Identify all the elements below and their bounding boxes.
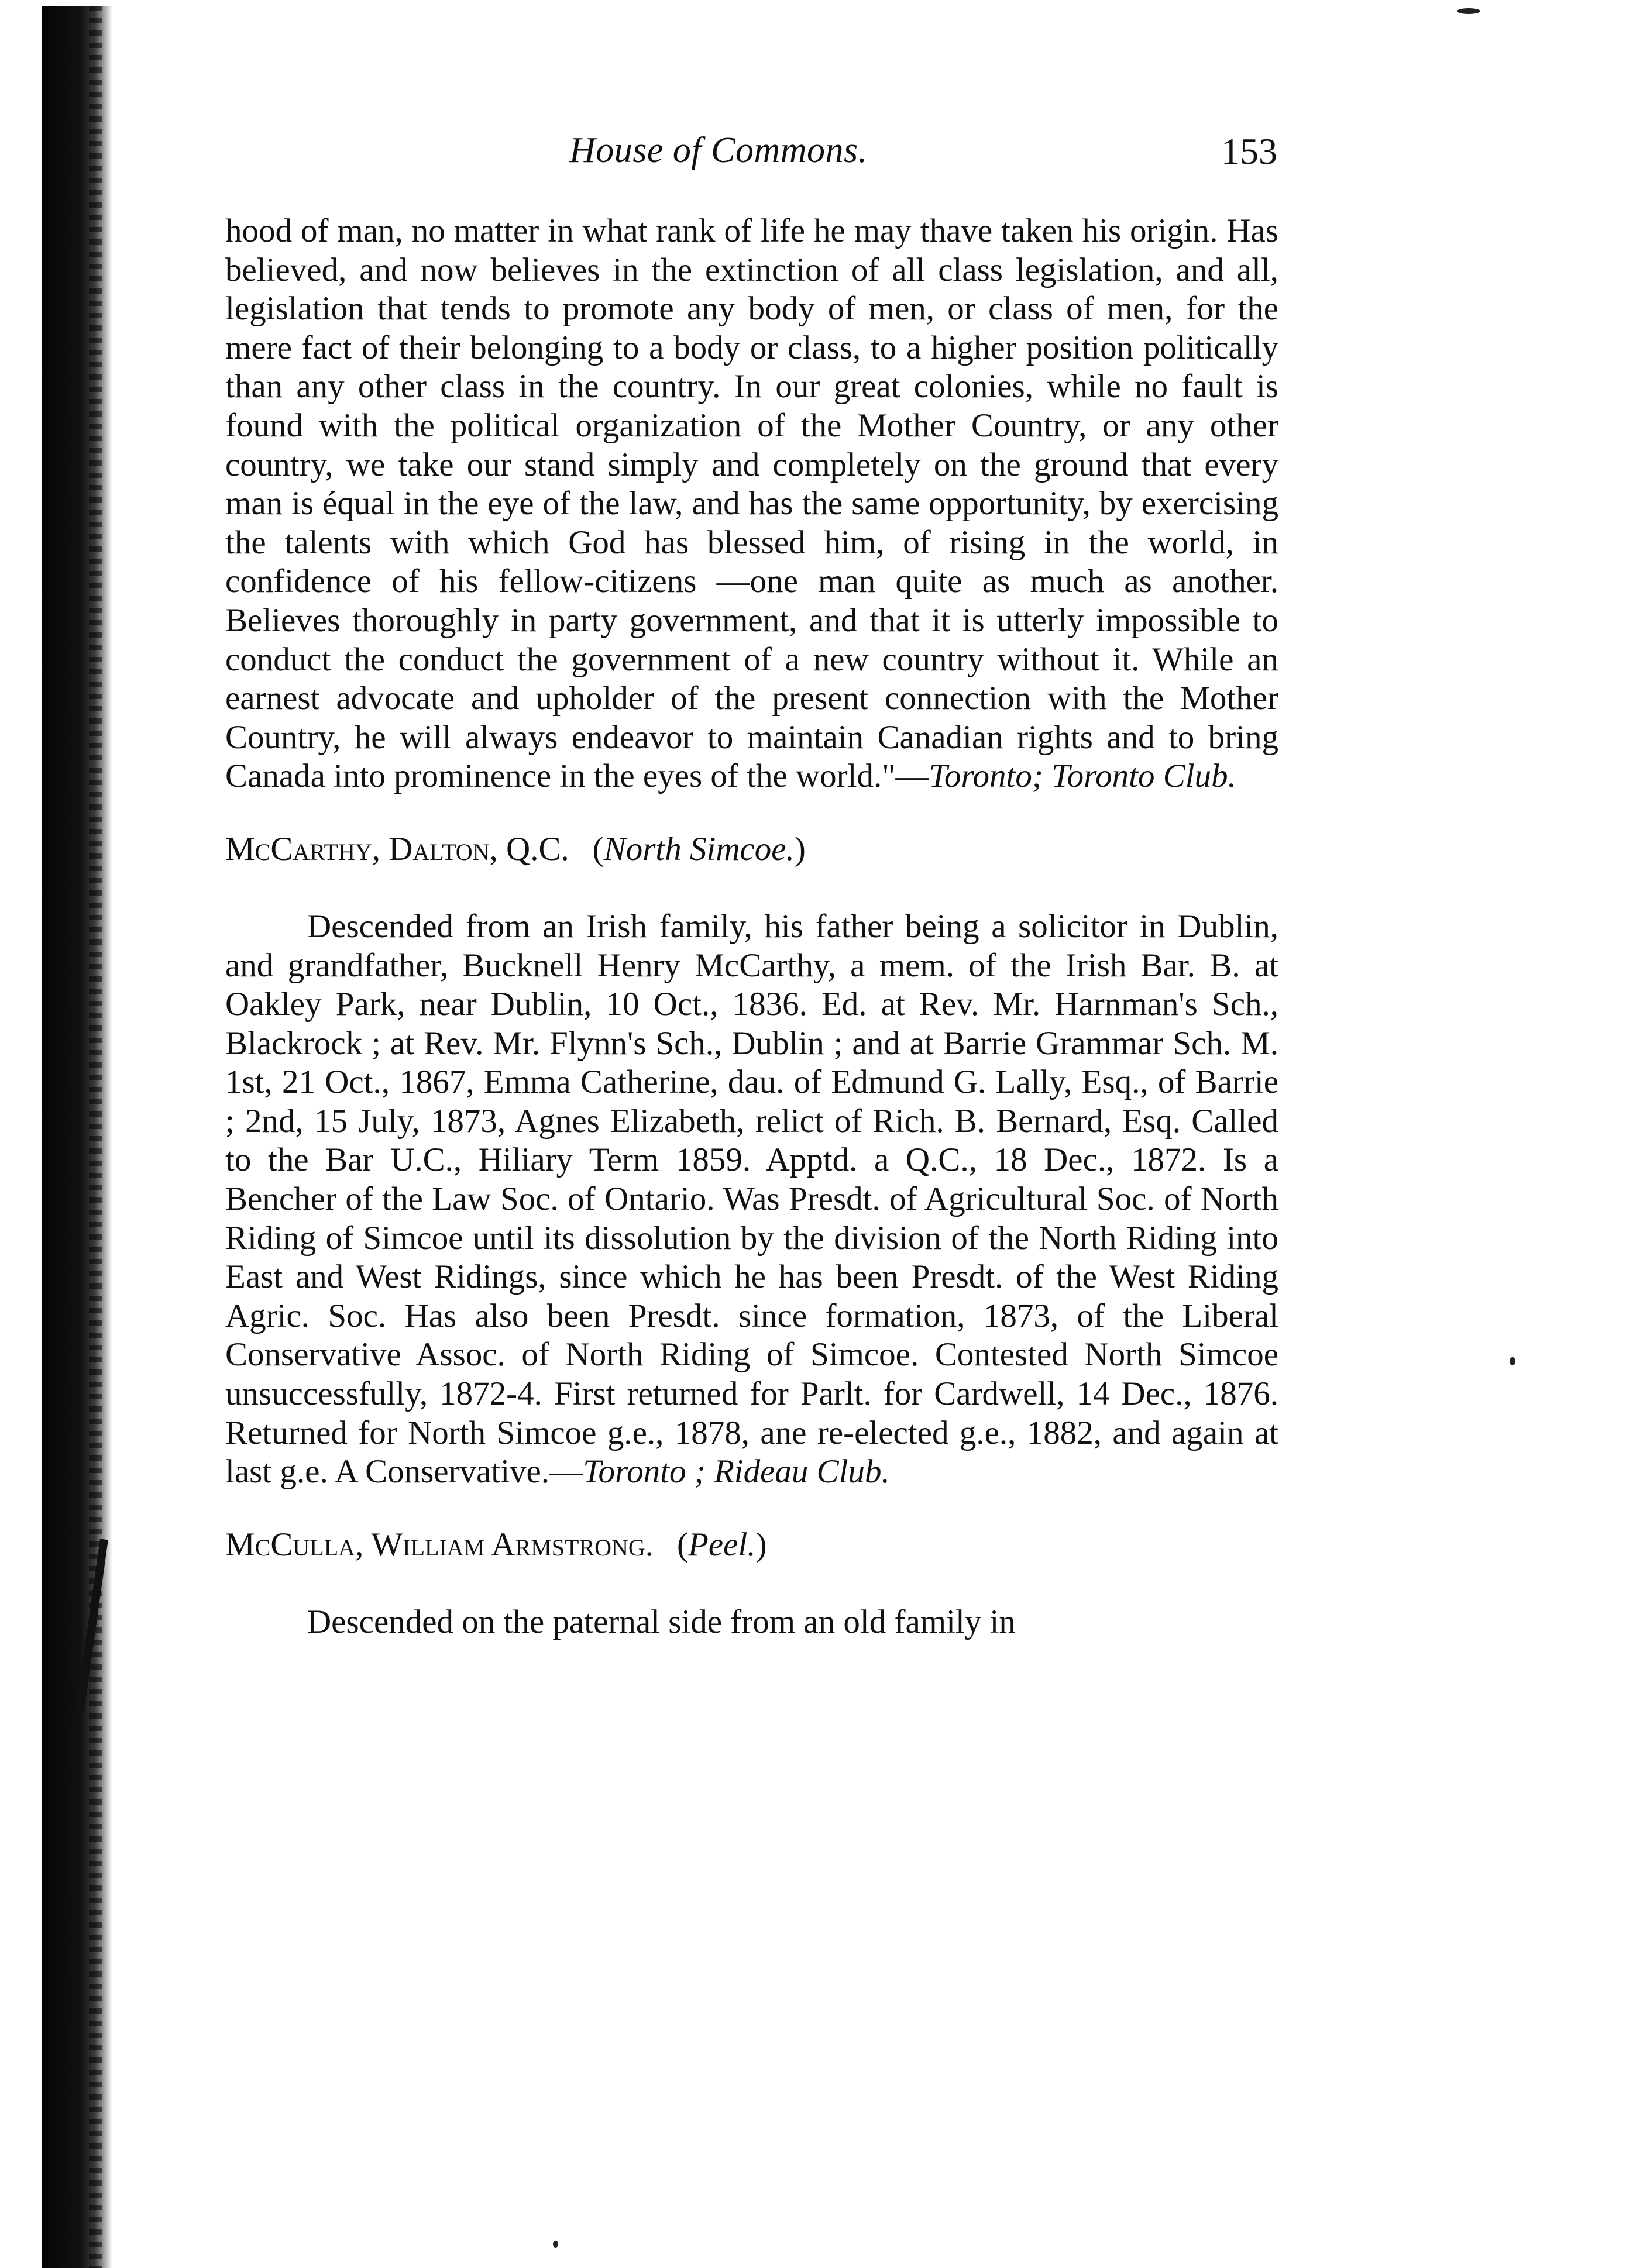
scan-speck [1510, 1357, 1515, 1365]
text-body [225, 212, 1278, 1641]
entry-heading-mcculla: McCulla, William Armstrong. (Peel.) [225, 1526, 767, 1563]
entry-constituency: North Simcoe. [603, 830, 795, 868]
entry-heading-mccarthy: McCarthy, Dalton, Q.C. (North Simcoe.) [225, 830, 806, 868]
entry-name: McCulla, William Armstrong. [225, 1526, 654, 1563]
running-title: House of Commons. [569, 130, 868, 170]
entry-residence: Toronto ; Rideau Club. [583, 1453, 890, 1491]
entry-name: McCarthy, Dalton, Q.C. [225, 830, 569, 868]
continuation-text: hood of man, no matter in what rank of life he may thave taken his origin. Has believed, and now believes in the extinction of all class legislation, and all, legislation that tends to promote any body of men, or class of men, for the mere fact of their belonging to a body or class, to a higher position politically than any other class in the country. In our great colonies, while no fault is found with the political organization of the Mother Country, or any other country, we take our stand simply and completely on the ground that every man is équal in the eye of the law, and has the same opportunity, by exercising the talents with which God has blessed him, of rising in the world, in confidence of his fellow-citizens —one man quite as much as another. Believes thoroughly in party government, and that it is utterly impossible to conduct the conduct the government of a new country without it. While an earnest advocate and upholder of the present connection with the Mother Country, he will always endeavor to maintain Canadian rights and to bring Canada into prominence in the eyes of the world."— [225, 212, 1278, 795]
binding-edge [42, 6, 112, 2268]
entry-body-text: Descended on the paternal side from an old family in [307, 1603, 1016, 1640]
entry-body-text: Descended from an Irish family, his father being a solicitor in Dublin, and grandfather, Bucknell Henry McCarthy, a mem. of the Irish Bar. B. at Oakley Park, near Dublin, 10 Oct., 1836. Ed. at Rev. Mr. Harnman's Sch., Blackrock ; at Rev. Mr. Flynn's Sch., Dublin ; and at Barrie Grammar Sch. M. 1st, 21 Oct., 1867, Emma Catherine, dau. of Edmund G. Lally, Esq., of Barrie ; 2nd, 15 July, 1873, Agnes Elizabeth, relict of Rich. B. Bernard, Esq. Called to the Bar U.C., Hiliary Term 1859. Apptd. a Q.C., 18 Dec., 1872. Is a Bencher of the Law Soc. of Ontario. Was Presdt. of Agricultural Soc. of North Riding of Simcoe until its dissolution by the division of the North Riding into East and West Ridings, since which he has been Presdt. of the West Riding Agric. Soc. Has also been Presdt. since formation, 1873, of the Liberal Conservative Assoc. of North Riding of Simcoe. Contested North Simcoe unsuccessfully, 1872-4. First returned for Parlt. for Cardwell, 14 Dec., 1876. Returned for North Simcoe g.e., 1878, ane re-elected g.e., 1882, and again at last g.e. A Conservative.— [225, 907, 1278, 1491]
page-number: 153 [1221, 130, 1277, 172]
scan-speck [1457, 8, 1480, 14]
entry-body-mcculla [225, 1603, 1278, 1642]
scan-speck [553, 2241, 558, 2248]
continuation-residence: Toronto; Toronto Club. [929, 758, 1236, 795]
page-header [224, 130, 1277, 188]
entry-body-mccarthy [225, 907, 1278, 1492]
entry-constituency: Peel. [688, 1526, 756, 1563]
continuation-paragraph [225, 212, 1278, 796]
